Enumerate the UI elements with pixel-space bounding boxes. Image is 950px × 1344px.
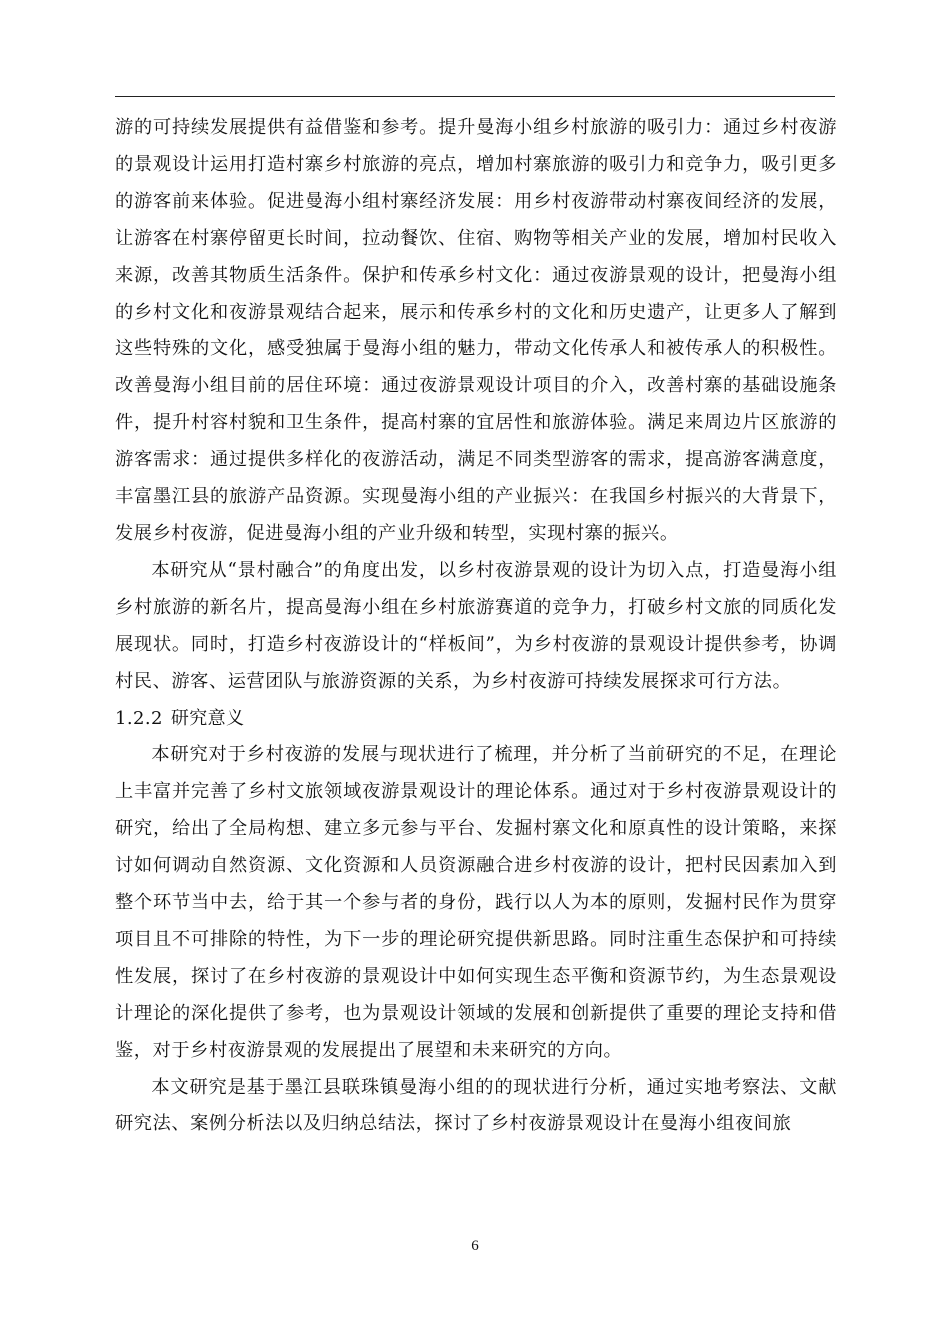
section-number: 1.2.2 (115, 707, 163, 729)
paragraph-research-approach: 本研究从“景村融合”的角度出发，以乡村夜游景观的设计为切入点，打造曼海小组乡村旅游的新名片，提高曼海小组在乡村旅游赛道的竞争力，打破乡村文旅的同质化发展现状。同时，打造乡村夜游设计的“样板间”，为乡村夜游的景观设计提供参考，协调村民、游客、运营团队与旅游资源的关系，为乡村夜游可持续发展探求可行方法。 (115, 559, 837, 692)
body-text (115, 110, 837, 1143)
paragraph-continued: 游的可持续发展提供有益借鉴和参考。提升曼海小组乡村旅游的吸引力：通过乡村夜游的景观设计运用打造村寨乡村旅游的亮点，增加村寨旅游的吸引力和竞争力，吸引更多的游客前来体验。促进曼海小组村寨经济发展：用乡村夜游带动村寨夜间经济的发展，让游客在村寨停留更长时间，拉动餐饮、住宿、购物等相关产业的发展，增加村民收入来源，改善其物质生活条件。保护和传承乡村文化：通过夜游景观的设计，把曼海小组的乡村文化和夜游景观结合起来，展示和传承乡村的文化和历史遗产，让更多人了解到这些特殊的文化，感受独属于曼海小组的魅力，带动文化传承人和被传承人的积极性。改善曼海小组目前的居住环境：通过夜游景观设计项目的介入，改善村寨的基础设施条件，提升村容村貌和卫生条件，提高村寨的宜居性和旅游体验。满足来周边片区旅游的游客需求：通过提供多样化的夜游活动，满足不同类型游客的需求，提高游客满意度，丰富墨江县的旅游产品资源。实现曼海小组的产业振兴：在我国乡村振兴的大背景下，发展乡村夜游，促进曼海小组的产业升级和转型，实现村寨的振兴。 (115, 117, 837, 544)
paragraph-methods: 本文研究是基于墨江县联珠镇曼海小组的的现状进行分析，通过实地考察法、文献研究法、案例分析法以及归纳总结法，探讨了乡村夜游景观设计在曼海小组夜间旅 (115, 1076, 837, 1135)
page-number: 6 (471, 1238, 479, 1254)
header-rule (115, 96, 835, 97)
section-title: 研究意义 (170, 707, 245, 729)
section-heading (115, 701, 837, 738)
paragraph-significance: 本研究对于乡村夜游的发展与现状进行了梳理，并分析了当前研究的不足，在理论上丰富并完善了乡村文旅领域夜游景观设计的理论体系。通过对于乡村夜游景观设计的研究，给出了全局构想、建立多元参与平台、发掘村寨文化和原真性的设计策略，来探讨如何调动自然资源、文化资源和人员资源融合进乡村夜游的设计，把村民因素加入到整个环节当中去，给于其一个参与者的身份，践行以人为本的原则，发掘村民作为贯穿项目且不可排除的特性，为下一步的理论研究提供新思路。同时注重生态保护和可持续性发展，探讨了在乡村夜游的景观设计中如何实现生态平衡和资源节约，为生态景观设计理论的深化提供了参考，也为景观设计领域的发展和创新提供了重要的理论支持和借鉴，对于乡村夜游景观的发展提出了展望和未来研究的方向。 (115, 744, 837, 1061)
